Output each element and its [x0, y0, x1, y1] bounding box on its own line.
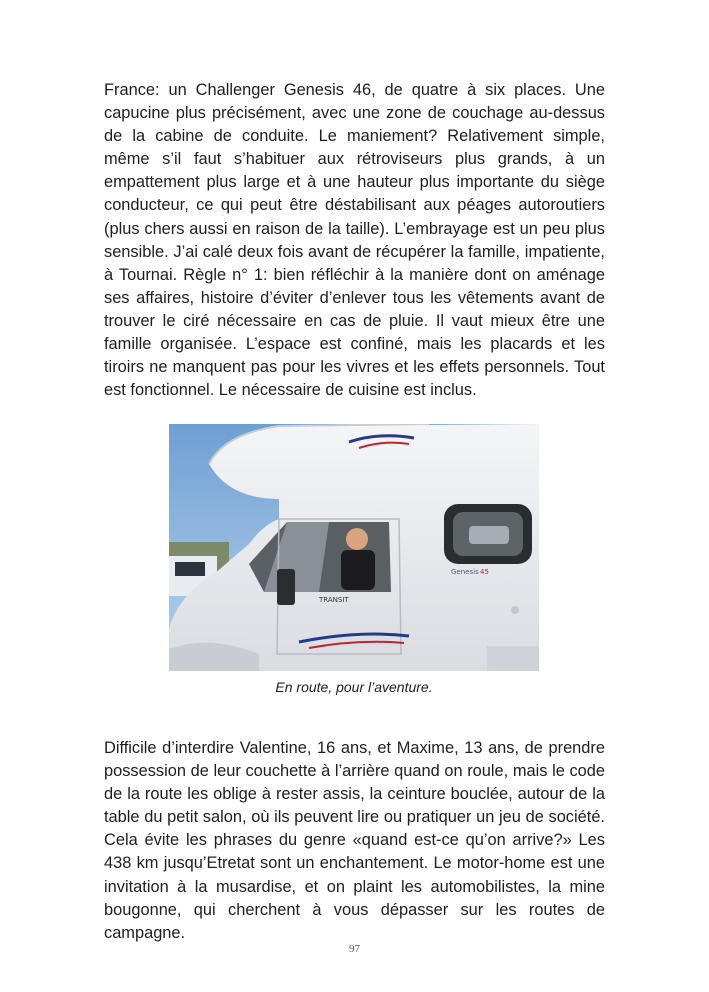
- genesis-label: Genesis: [451, 568, 479, 576]
- genesis-number: 45: [480, 568, 489, 576]
- body-paragraph-1: France: un Challenger Genesis 46, de quatre à six places. Une capucine plus précisément, avec une zone de couchage au-dessus de la cabine de conduite. Le maniement? Relativement simple, même s’il faut s’habituer aux rétroviseurs plus grands, à un empattement plus large et à une hauteur plus importante du siège conducteur, ce qui peut être déstabilisant aux péages autoroutiers (plus chers aussi en raison de la taille). L’embrayage est un peu plus sensible. J’ai calé deux fois avant de récupérer la famille, impatiente, à Tournai. Règle n° 1: bien réfléchir à la manière dont on aménage ses affaires, histoire d’éviter d’enlever tous les vêtements avant de trouver le ciré nécessaire en cas de pluie. Il vaut mieux être une famille organisée. L’espace est confiné, mais les placards et les tiroirs ne manquent pas pour les vivres et les effets personnels. Tout est fonctionnel. Le nécessaire de cuisine est inclus.: [104, 81, 605, 400]
- transit-label: TRANSIT: [319, 596, 349, 604]
- motorhome-photo: [169, 424, 539, 671]
- photo-caption: En route, pour l’aventure.: [275, 679, 433, 695]
- body-paragraph-2: Difficile d’interdire Valentine, 16 ans, et Maxime, 13 ans, de prendre possession de leur couchette à l’arrière quand on roule, mais le code de la route les oblige à rester assis, la ceinture bouclée, autour de la table du petit salon, où ils peuvent lire ou pratiquer un jeu de société. Cela évite les phrases du genre «quand est-ce qu’on arrive?» Les 438 km jusqu’Etretat sont un enchantement. Le motor-home est une invitation à la musardise, et on plaint les automobilistes, la mine bougonne, qui cherchent à vous dépasser sur les routes de campagne.: [104, 739, 605, 942]
- page-number: 97: [349, 943, 360, 955]
